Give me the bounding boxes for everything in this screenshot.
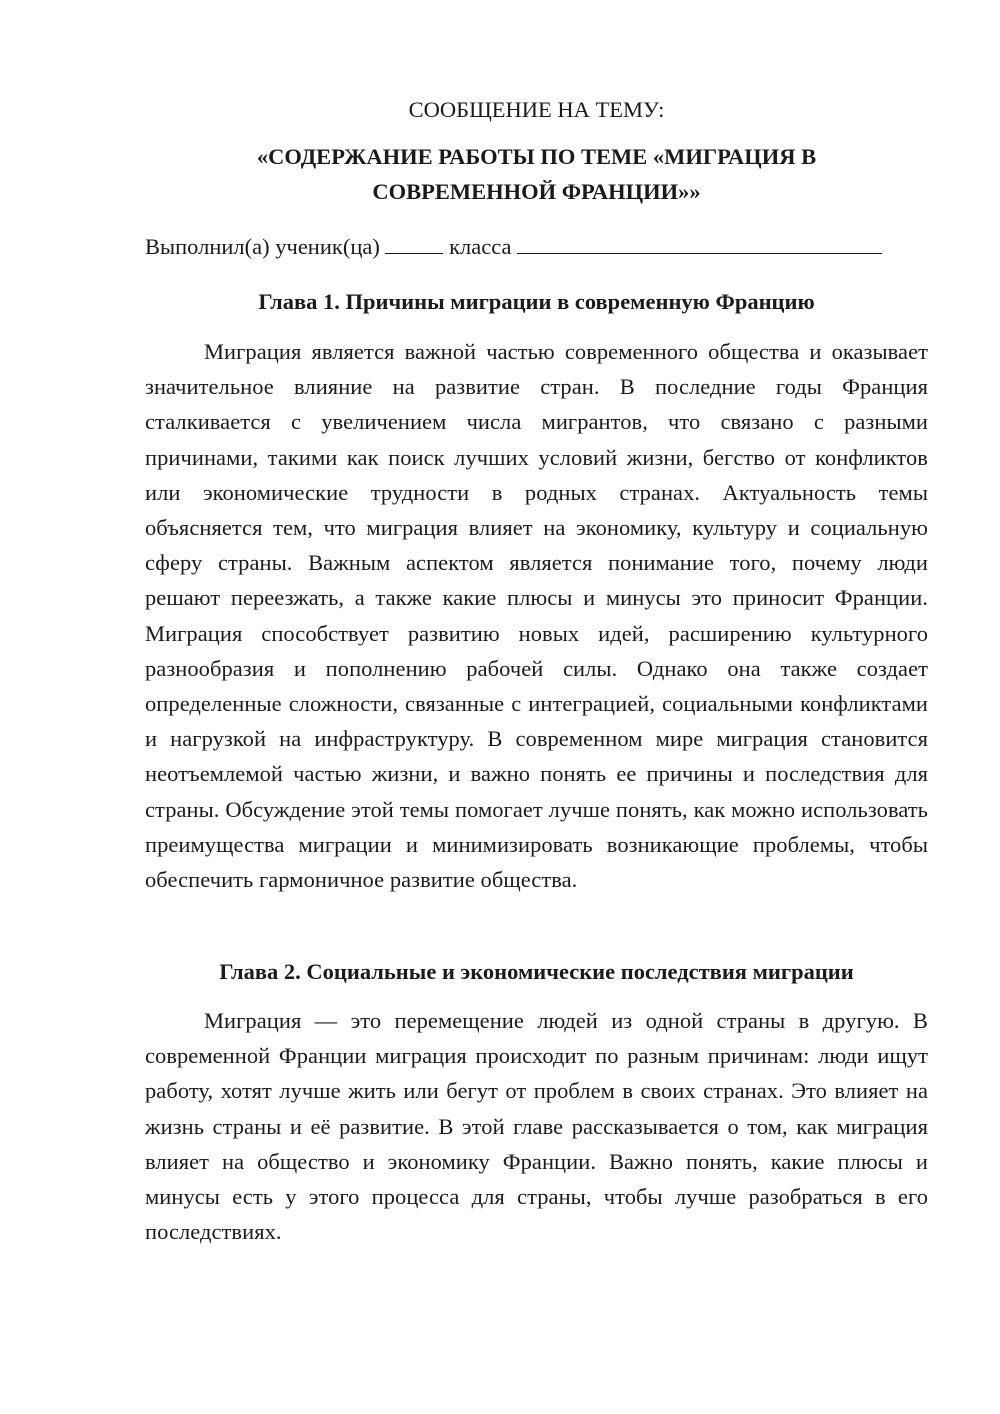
student-info-line (145, 233, 928, 261)
document-title-line-1: «СОДЕРЖАНИЕ РАБОТЫ ПО ТЕМЕ «МИГРАЦИЯ В (256, 144, 817, 169)
name-blank (517, 233, 882, 254)
chapter-1-title: Глава 1. Причины миграции в современную Францию (258, 289, 815, 314)
chapter-2-title: Глава 2. Социальные и экономические последствия миграции (219, 959, 854, 984)
performed-by-label: Выполнил(а) ученик(ца) (145, 234, 380, 259)
chapter-1-paragraph: Миграция является важной частью современного общества и оказывает значительное влияние на развитие стран. В последние годы Франция сталкивается с увеличением числа мигрантов, что связано с разными причинами, такими как поиск лучших условий жизни, бегство от конфликтов или экономические трудности в родных странах. Актуальность темы объясняется тем, что миграция влияет на экономику, культуру и социальную сферу страны. Важным аспектом является понимание того, почему люди решают переезжать, а также какие плюсы и минусы это приносит Франции. Миграция способствует развитию новых идей, расширению культурного разнообразия и пополнению рабочей силы. Однако она также создает определенные сложности, связанные с интеграцией, социальными конфликтами и нагрузкой на инфраструктуру. В современном мире миграция становится неотъемлемой частью жизни, и важно понять ее причины и последствия для страны. Обсуждение этой темы помогает лучше понять, как можно использовать преимущества миграции и минимизировать возникающие проблемы, чтобы обеспечить гармоничное развитие общества. (145, 339, 928, 893)
grade-blank (385, 233, 443, 254)
document-header-line-1: СООБЩЕНИЕ НА ТЕМУ: (408, 97, 665, 122)
chapter-2-paragraph: Миграция — это перемещение людей из одной страны в другую. В современной Франции миграция происходит по разным причинам: люди ищут работу, хотят лучше жить или бегут от проблем в своих странах. Это влияет на жизнь страны и её развитие. В этой главе рассказывается о том, как миграция влияет на общество и экономику Франции. Важно понять, какие плюсы и минусы есть у этого процесса для страны, чтобы лучше разобраться в его последствиях. (145, 1008, 928, 1245)
class-label: класса (449, 234, 512, 259)
document-title-line-2: СОВРЕМЕННОЙ ФРАНЦИИ»» (372, 179, 701, 204)
